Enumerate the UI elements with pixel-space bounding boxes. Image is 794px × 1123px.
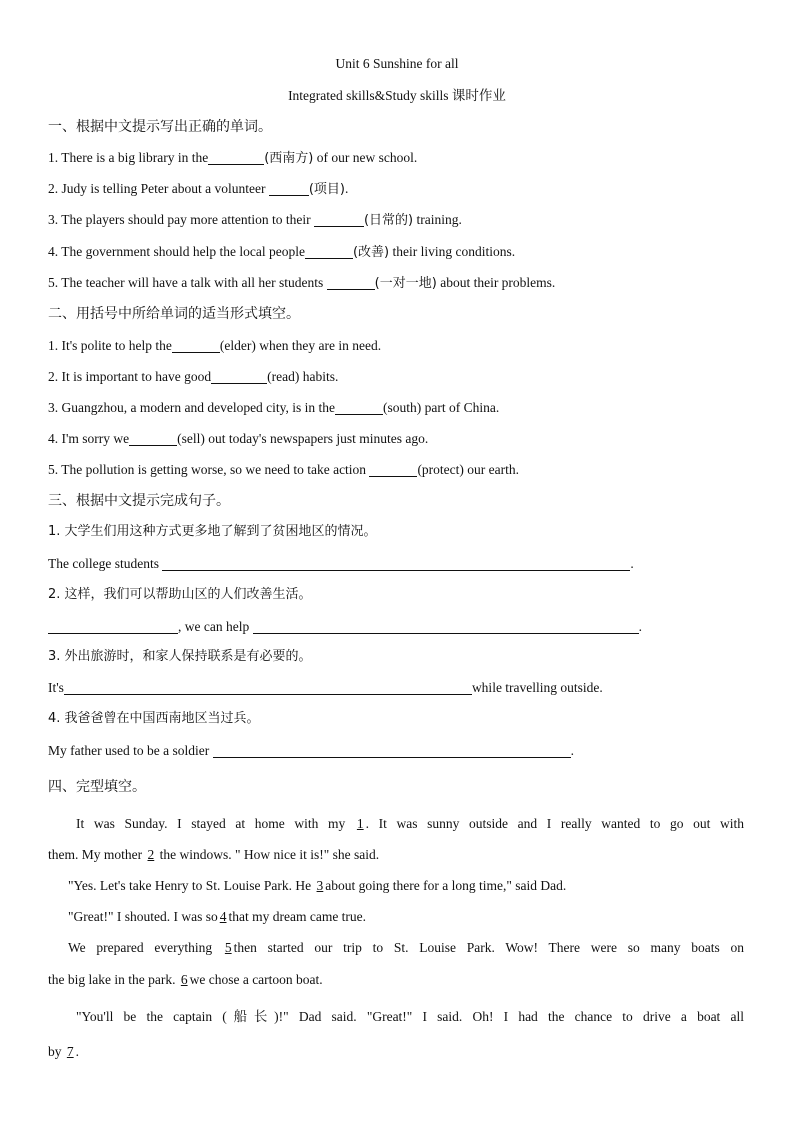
part3-prompt-3: 3. 外出旅游时，和家人保持联系是有必要的。: [48, 649, 312, 664]
cloze-blank-4[interactable]: 4: [219, 909, 227, 924]
part3-prompt-2: 2. 这样，我们可以帮助山区的人们改善生活。: [48, 587, 312, 602]
part2-item-2: 2. It is important to have good (read) habits.: [48, 369, 339, 384]
cloze-paragraph-4-line-1: We prepared everything 5 then started our trip to St. Louise Park. Wow! There were so many boats on: [68, 940, 744, 955]
cloze-paragraph-5-line-1: "You'll be the captain (船长)!" Dad said. "Great!" I said. Oh! I had the chance to drive a boat all: [76, 1009, 744, 1024]
answer-blank[interactable]: [327, 275, 375, 290]
cloze-blank-5[interactable]: 5: [224, 940, 232, 955]
cloze-blank-3[interactable]: 3: [316, 878, 324, 893]
part1-item-5: 5. The teacher will have a talk with all her students (一对一地) about their problems.: [48, 275, 556, 291]
answer-line[interactable]: [64, 680, 472, 695]
answer-blank[interactable]: [211, 369, 267, 384]
part3-prompt-4: 4. 我爸爸曾在中国西南地区当过兵。: [48, 711, 260, 726]
answer-blank[interactable]: [172, 338, 220, 353]
part3-answer-1: The college students .: [48, 556, 634, 571]
document-title: Unit 6 Sunshine for all: [335, 56, 459, 71]
cloze-paragraph-3: "Great!" I shouted. I was so 4 that my dream came true.: [68, 909, 367, 924]
part3-answer-2: , we can help .: [48, 618, 642, 636]
answer-line[interactable]: [253, 619, 639, 634]
part1-item-1: 1. There is a big library in the (西南方) of our new school.: [48, 150, 418, 166]
answer-blank[interactable]: [129, 431, 177, 446]
cloze-paragraph-1-line-2: them. My mother 2 the windows. " How nice it is!" she said.: [48, 847, 380, 862]
document-subtitle: Integrated skills&Study skills 课时作业: [288, 88, 506, 103]
cloze-paragraph-1-line-1: It was Sunday. I stayed at home with my 1 . It was sunny outside and I really wanted to go out with: [76, 816, 745, 831]
cloze-blank-2[interactable]: 2: [147, 847, 155, 862]
section-heading-3: 三、根据中文提示完成句子。: [48, 493, 230, 509]
cloze-blank-7[interactable]: 7: [66, 1044, 74, 1059]
cloze-paragraph-4-line-2: the big lake in the park. 6 we chose a cartoon boat.: [48, 972, 323, 987]
part1-item-3: 3. The players should pay more attention to their (日常的) training.: [48, 212, 462, 228]
cloze-blank-6[interactable]: 6: [180, 972, 188, 987]
part1-item-4: 4. The government should help the local people (改善) their living conditions.: [48, 244, 516, 260]
section-heading-4: 四、完型填空。: [48, 779, 146, 795]
cloze-paragraph-2: "Yes. Let's take Henry to St. Louise Park. He 3 about going there for a long time," said Dad.: [68, 878, 567, 893]
answer-blank[interactable]: [208, 150, 264, 165]
cloze-blank-1[interactable]: 1: [356, 816, 364, 831]
part3-answer-3: It's while travelling outside.: [48, 680, 603, 695]
part2-item-4: 4. I'm sorry we (sell) out today's newspapers just minutes ago.: [48, 431, 429, 446]
part1-item-2: 2. Judy is telling Peter about a volunteer (项目).: [48, 181, 349, 197]
answer-blank[interactable]: [269, 181, 309, 196]
part2-item-5: 5. The pollution is getting worse, so we need to take action (protect) our earth.: [48, 462, 520, 477]
answer-line[interactable]: [213, 743, 571, 758]
answer-blank[interactable]: [369, 462, 417, 477]
answer-blank[interactable]: [314, 212, 364, 227]
part2-item-1: 1. It's polite to help the (elder) when they are in need.: [48, 338, 382, 353]
answer-blank[interactable]: [335, 400, 383, 415]
part2-item-3: 3. Guangzhou, a modern and developed city, is in the (south) part of China.: [48, 400, 500, 415]
answer-blank[interactable]: [305, 244, 353, 259]
cloze-paragraph-5-line-2: by 7 .: [48, 1044, 79, 1059]
section-heading-2: 二、用括号中所给单词的适当形式填空。: [48, 306, 300, 322]
part3-answer-4: My father used to be a soldier .: [48, 743, 574, 758]
answer-line[interactable]: [162, 556, 630, 571]
part3-prompt-1: 1. 大学生们用这种方式更多地了解到了贫困地区的情况。: [48, 524, 377, 539]
answer-line[interactable]: [48, 619, 178, 634]
section-heading-1: 一、根据中文提示写出正确的单词。: [48, 119, 272, 135]
